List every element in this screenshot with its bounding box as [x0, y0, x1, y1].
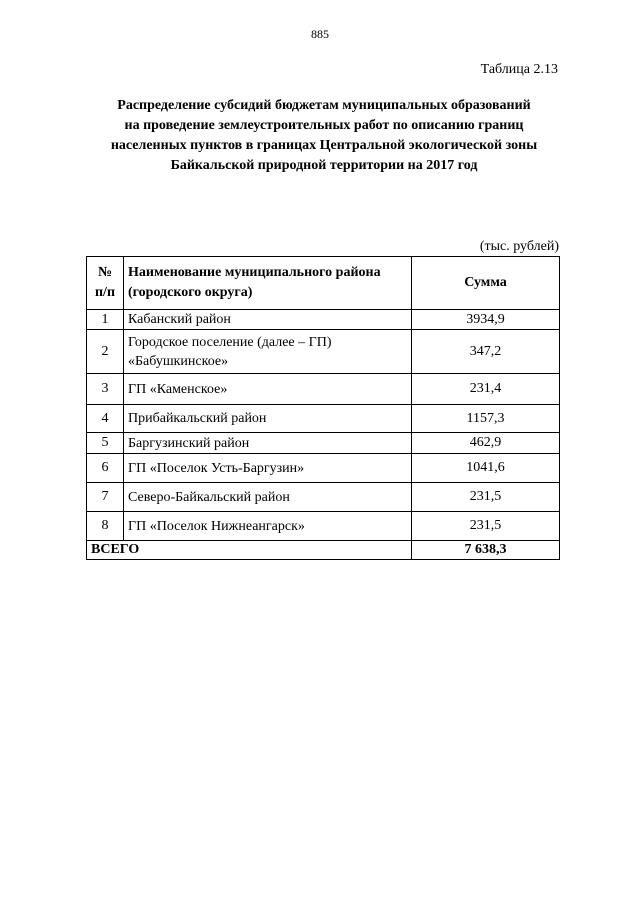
table-row — [87, 454, 560, 483]
row-name: Кабанский район — [124, 310, 412, 330]
row-sum: 347,2 — [412, 330, 560, 374]
row-sum: 1041,6 — [412, 454, 560, 483]
table-row — [87, 512, 560, 541]
row-num: 8 — [87, 512, 124, 541]
row-name: Городское поселение (далее – ГП) «Бабушкинское» — [124, 330, 412, 374]
table-row — [87, 310, 560, 330]
title-line: Распределение субсидий бюджетам муниципальных образований — [117, 98, 531, 113]
total-row — [87, 541, 560, 560]
total-sum: 7 638,3 — [412, 541, 560, 560]
title-line: населенных пунктов в границах Центральной экологической зоны — [110, 138, 538, 153]
row-sum: 462,9 — [412, 433, 560, 454]
table-row — [87, 405, 560, 433]
document-title — [82, 96, 566, 176]
row-sum: 231,5 — [412, 512, 560, 541]
page-number: 885 — [311, 27, 329, 41]
table-row — [87, 330, 560, 374]
table-label: Таблица 2.13 — [480, 62, 558, 77]
table-header-row — [87, 257, 560, 310]
row-num: 6 — [87, 454, 124, 483]
table-row — [87, 374, 560, 405]
title-line: Байкальской природной территории на 2017 год — [170, 158, 478, 173]
row-num: 1 — [87, 310, 124, 330]
row-num: 7 — [87, 483, 124, 512]
header-name: Наименование муниципального района (городского округа) — [124, 257, 412, 310]
row-name: Баргузинский район — [124, 433, 412, 454]
row-name: ГП «Поселок Нижнеангарск» — [124, 512, 412, 541]
table-row — [87, 483, 560, 512]
row-name: Прибайкальский район — [124, 405, 412, 433]
row-sum: 3934,9 — [412, 310, 560, 330]
subsidy-table — [86, 256, 560, 560]
units-label: (тыс. рублей) — [479, 239, 559, 254]
row-name: ГП «Каменское» — [124, 374, 412, 405]
row-sum: 231,4 — [412, 374, 560, 405]
row-name: Северо-Байкальский район — [124, 483, 412, 512]
row-name: ГП «Поселок Усть-Баргузин» — [124, 454, 412, 483]
header-sum: Сумма — [412, 257, 560, 310]
row-sum: 231,5 — [412, 483, 560, 512]
title-line: на проведение землеустроительных работ по описанию границ — [124, 118, 524, 133]
table-row — [87, 433, 560, 454]
row-num: 4 — [87, 405, 124, 433]
row-sum: 1157,3 — [412, 405, 560, 433]
row-num: 5 — [87, 433, 124, 454]
header-num: № п/п — [87, 257, 124, 310]
row-num: 2 — [87, 330, 124, 374]
total-label: ВСЕГО — [87, 541, 412, 560]
row-num: 3 — [87, 374, 124, 405]
